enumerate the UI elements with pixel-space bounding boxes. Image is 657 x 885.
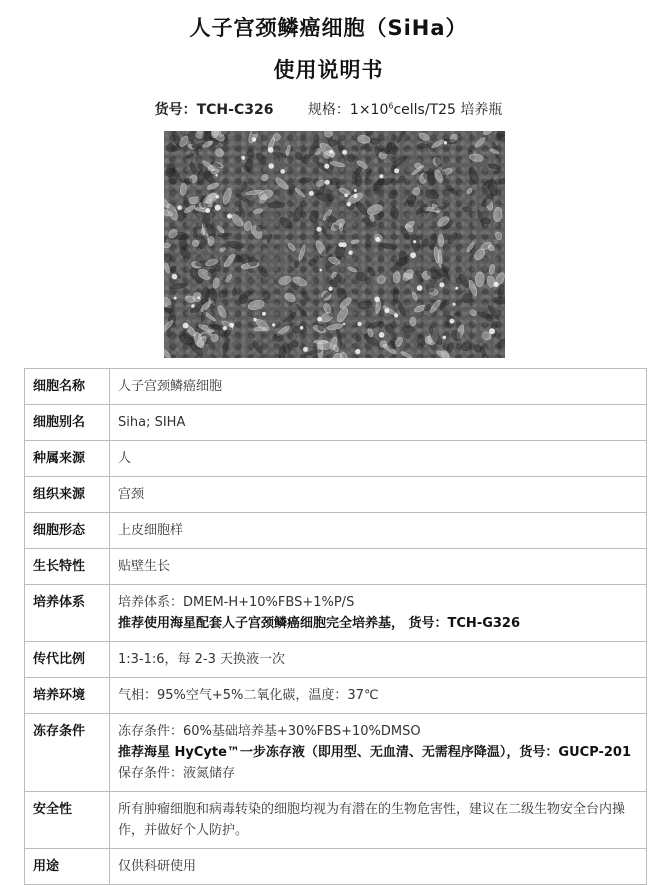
- spec-row: [25, 678, 647, 714]
- spec-label: 生长特性: [25, 549, 110, 585]
- product-spec-exponent: 6: [388, 101, 394, 111]
- spec-label: 细胞名称: [25, 369, 110, 405]
- spec-value-line: 贴壁生长: [118, 559, 171, 574]
- spec-label: 细胞形态: [25, 513, 110, 549]
- spec-value-line: 宫颈: [118, 487, 145, 502]
- spec-row: [25, 792, 647, 849]
- cell-micrograph: [164, 131, 505, 358]
- spec-value: [110, 513, 647, 549]
- spec-label: 安全性: [25, 792, 110, 849]
- spec-value: [110, 642, 647, 678]
- product-spec-suffix: cells/T25 培养瓶: [393, 102, 503, 118]
- document-subtitle: 使用说明书: [273, 58, 384, 82]
- product-meta: [0, 99, 657, 119]
- spec-label: 种属来源: [25, 441, 110, 477]
- spec-row: [25, 369, 647, 405]
- spec-value-line: 1:3-1:6，每 2-3 天换液一次: [118, 652, 286, 667]
- spec-value-line: 仅供科研使用: [118, 859, 197, 874]
- spec-value-line: 气相：95%空气+5%二氧化碳，温度：37℃: [118, 688, 379, 703]
- spec-value-line: 培养体系：DMEM-H+10%FBS+1%P/S: [118, 595, 355, 610]
- spec-value-line: Siha; SIHA: [118, 415, 186, 430]
- product-spec-prefix: 规格：1×10: [307, 102, 389, 118]
- spec-row: [25, 441, 647, 477]
- spec-value-line: 人: [118, 451, 132, 466]
- spec-label: 培养体系: [25, 585, 110, 642]
- spec-value-line: 冻存条件：60%基础培养基+30%FBS+10%DMSO: [118, 724, 421, 739]
- spec-value-line: 所有肿瘤细胞和病毒转染的细胞均视为有潜在的生物危害性，建议在二级生物安全台内操作，并做好个人防护。: [118, 802, 626, 838]
- spec-row: [25, 642, 647, 678]
- spec-table: [24, 368, 647, 885]
- spec-label: 用途: [25, 849, 110, 885]
- document-title: 人子宫颈鳞癌细胞（SiHa）: [189, 16, 468, 40]
- spec-value: [110, 477, 647, 513]
- spec-label: 培养环境: [25, 678, 110, 714]
- spec-value-line: 保存条件：液氮储存: [118, 766, 236, 781]
- spec-row: [25, 513, 647, 549]
- spec-value-line: 推荐海星 HyCyte™一步冻存液（即用型、无血清、无需程序降温），货号：GUCP-201: [118, 745, 632, 760]
- spec-value-line: 推荐使用海星配套人子宫颈鳞癌细胞完全培养基， 货号：TCH-G326: [118, 616, 521, 631]
- spec-value-line: 人子宫颈鳞癌细胞: [118, 379, 223, 394]
- spec-value: [110, 441, 647, 477]
- spec-row: [25, 405, 647, 441]
- spec-value: [110, 585, 647, 642]
- spec-value: [110, 678, 647, 714]
- spec-label: 组织来源: [25, 477, 110, 513]
- spec-label: 冻存条件: [25, 714, 110, 792]
- spec-row: [25, 549, 647, 585]
- spec-value: [110, 792, 647, 849]
- spec-row: [25, 477, 647, 513]
- spec-label: 传代比例: [25, 642, 110, 678]
- spec-row: [25, 849, 647, 885]
- product-code: 货号：TCH-C326: [154, 102, 274, 118]
- spec-value: [110, 549, 647, 585]
- spec-value: [110, 849, 647, 885]
- spec-value: [110, 714, 647, 792]
- spec-value-line: 上皮细胞样: [118, 523, 184, 538]
- spec-row: [25, 714, 647, 792]
- product-spec: [308, 102, 502, 118]
- spec-value: [110, 369, 647, 405]
- cell-micrograph-texture: [164, 131, 505, 358]
- spec-row: [25, 585, 647, 642]
- spec-label: 细胞别名: [25, 405, 110, 441]
- spec-value: [110, 405, 647, 441]
